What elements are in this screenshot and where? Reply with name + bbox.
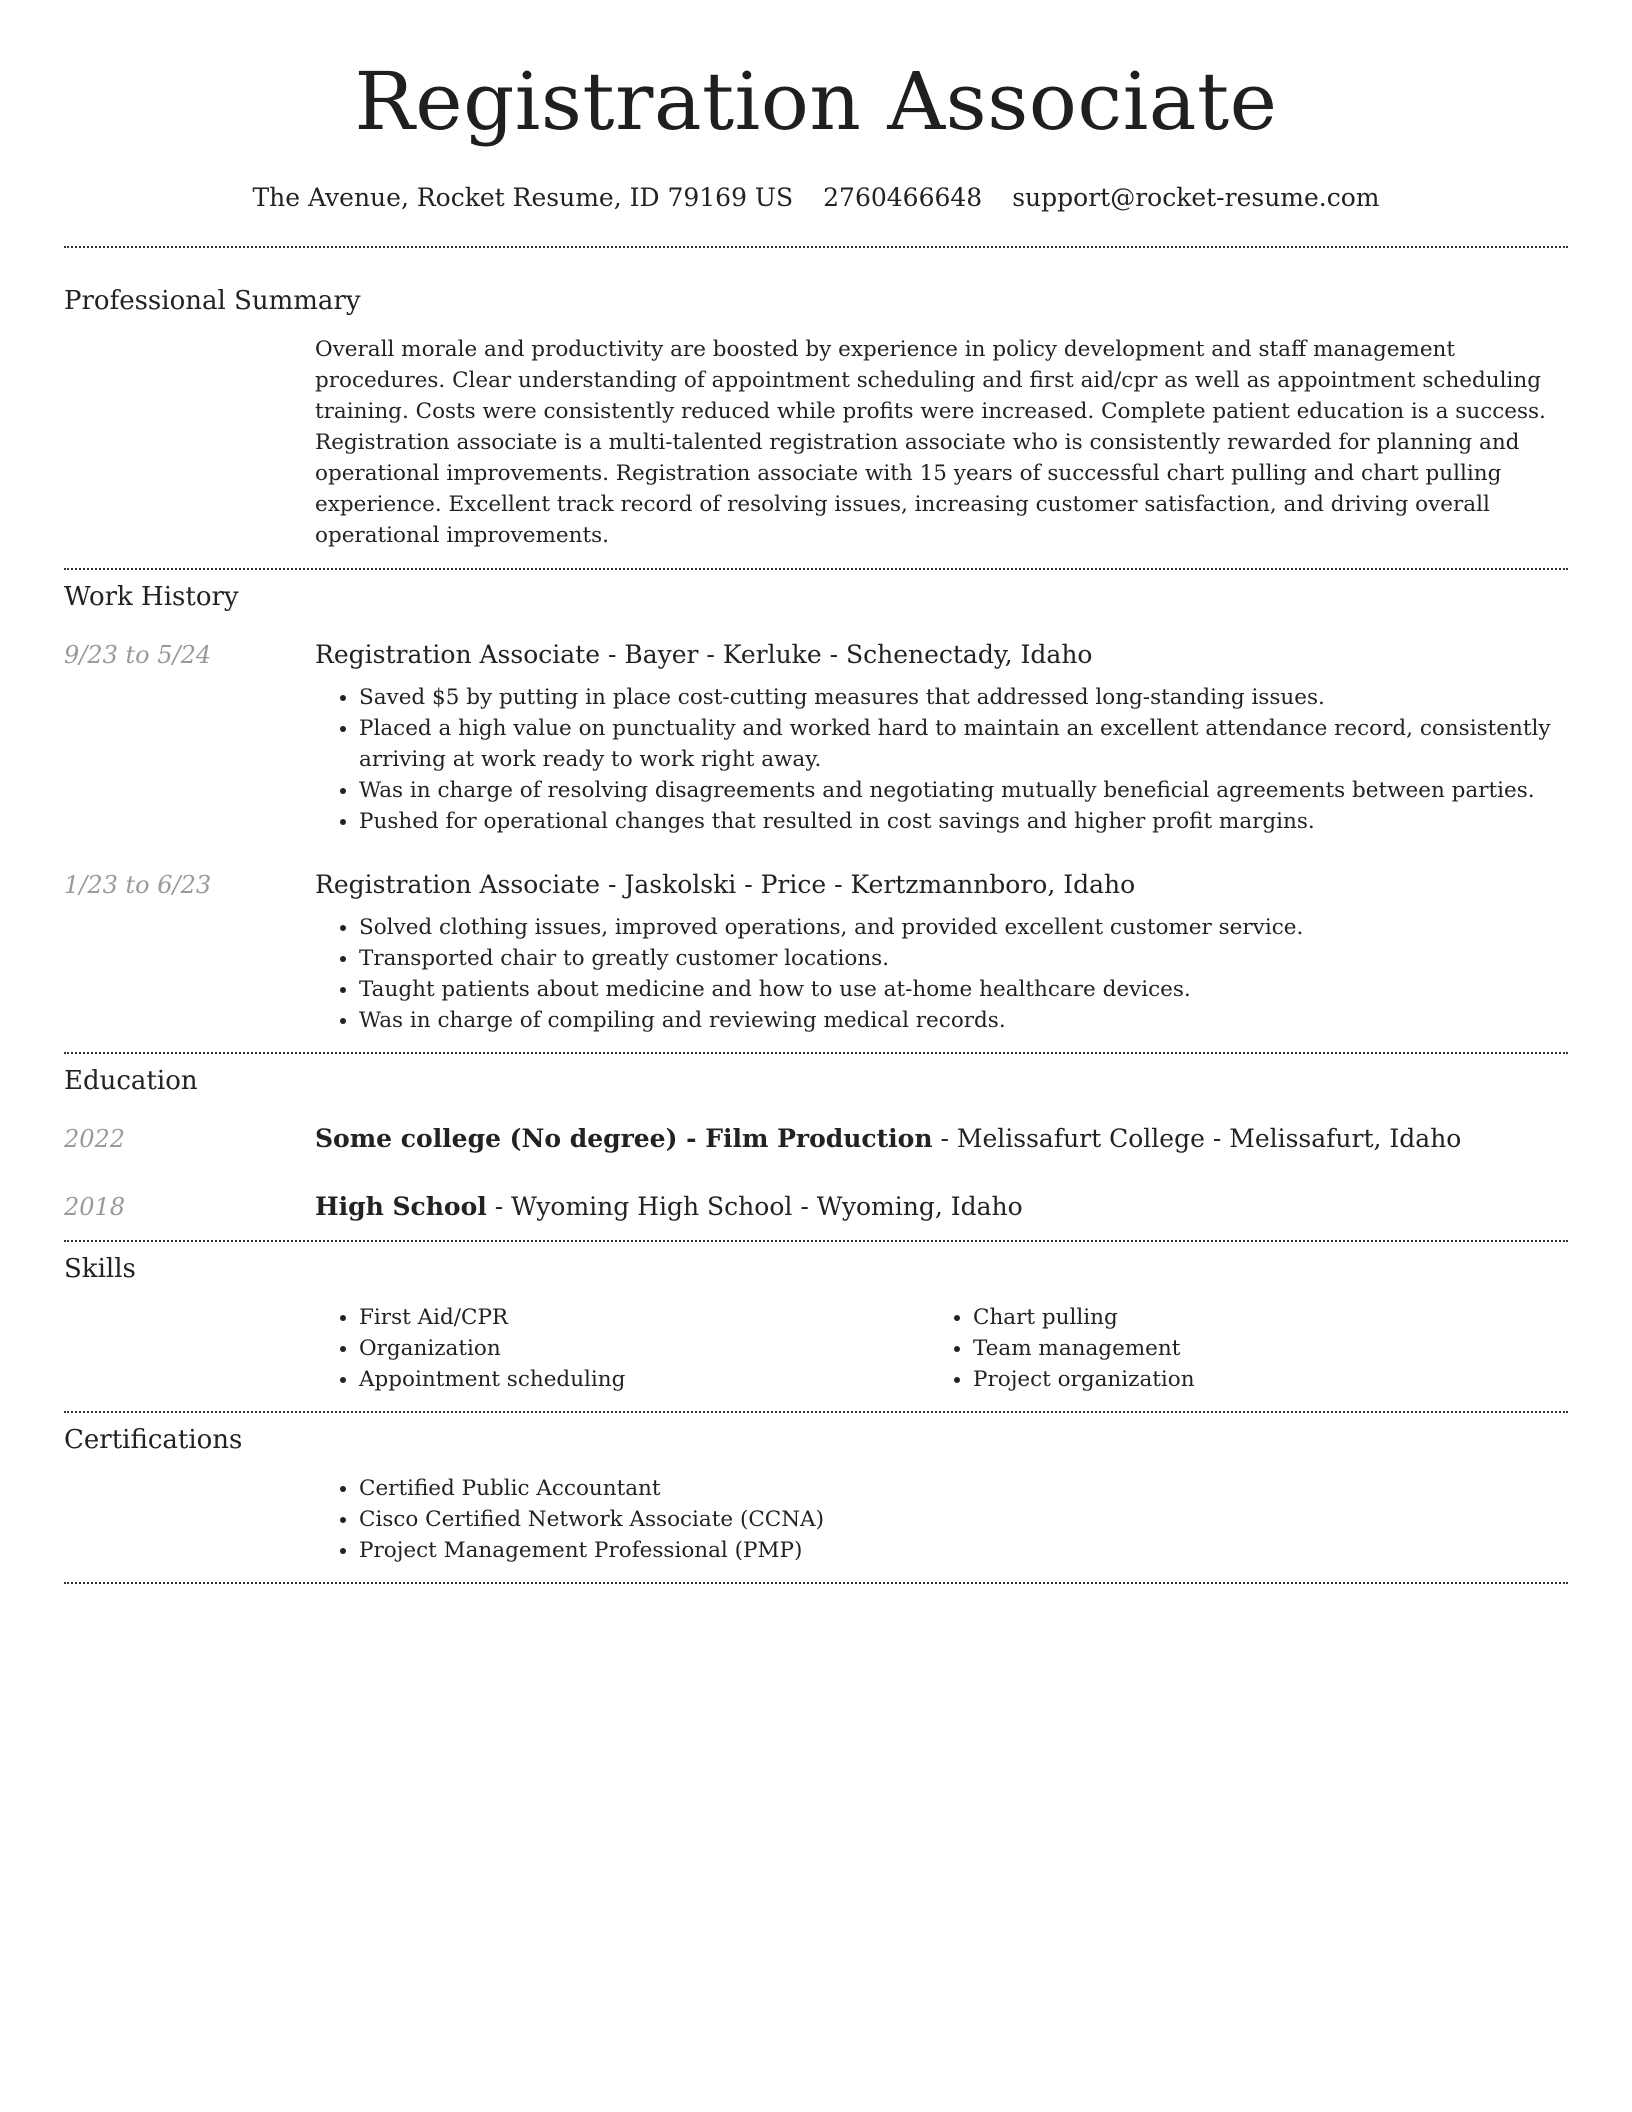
list-item: • Was in charge of resolving disagreements and negotiating mutually beneficial agreements between parties. bbox=[359, 775, 1568, 806]
list-item: • Organization bbox=[359, 1333, 929, 1364]
contact-email: support@rocket-resume.com bbox=[1012, 183, 1380, 212]
summary-text: Overall morale and productivity are boosted by experience in policy development and staff management procedures. Clear understanding of appointment scheduling and first aid/cpr as well as appointment scheduling training. Costs were consistently reduced while profits were increased. Complete patient education is a success. Registration associate is a multi-talented registration associate who is consistently rewarded for planning and operational improvements. Registration associate with 15 years of successful chart pulling and chart pulling experience. Excellent track record of resolving issues, increasing customer satisfaction, and driving overall operational improvements. bbox=[315, 337, 1546, 548]
certifications-title: Certifications bbox=[64, 1425, 243, 1455]
contact-line bbox=[64, 182, 1568, 214]
list-item: • Taught patients about medicine and how to use at-home healthcare devices. bbox=[359, 974, 1568, 1005]
list-item: • Was in charge of compiling and reviewing medical records. bbox=[359, 1005, 1568, 1036]
skills-section bbox=[64, 1252, 1568, 1395]
contact-phone: 2760466648 bbox=[823, 183, 983, 212]
summary-section bbox=[64, 284, 1568, 551]
contact-address: The Avenue, Rocket Resume, ID 79169 US bbox=[252, 183, 794, 212]
skills-list-right bbox=[929, 1302, 1543, 1395]
list-item: • Pushed for operational changes that resulted in cost savings and higher profit margins. bbox=[359, 806, 1568, 837]
skills-divider bbox=[64, 1411, 1568, 1413]
work-divider bbox=[64, 1052, 1568, 1054]
list-item: • Saved $5 by putting in place cost-cutting measures that addressed long-standing issues. bbox=[359, 682, 1568, 713]
job-dates: 9/23 to 5/24 bbox=[64, 641, 212, 669]
job-dates: 1/23 to 6/23 bbox=[64, 871, 212, 899]
list-item: • Cisco Certified Network Associate (CCNA) bbox=[359, 1504, 1568, 1535]
candidate-name: Registration Associate bbox=[354, 55, 1278, 148]
education-year: 2022 bbox=[64, 1125, 126, 1153]
list-item: • Chart pulling bbox=[973, 1302, 1543, 1333]
certifications-section bbox=[64, 1423, 1568, 1566]
skills-title: Skills bbox=[64, 1254, 136, 1284]
list-item: • Certified Public Accountant bbox=[359, 1473, 1568, 1504]
summary-title: Professional Summary bbox=[64, 286, 361, 316]
job-entry bbox=[64, 868, 1568, 1036]
certifications-list bbox=[315, 1473, 1568, 1566]
list-item: • Solved clothing issues, improved operations, and provided excellent customer service. bbox=[359, 912, 1568, 943]
skills-list-left bbox=[315, 1302, 929, 1395]
job-title: Registration Associate - Bayer - Kerluke - Schenectady, Idaho bbox=[315, 640, 1093, 669]
job-title: Registration Associate - Jaskolski - Price - Kertzmannboro, Idaho bbox=[315, 870, 1136, 899]
education-title: Education bbox=[64, 1066, 198, 1096]
education-title-line: Some college (No degree) - Film Production - Melissafurt College - Melissafurt, Idaho bbox=[315, 1124, 1462, 1153]
education-section bbox=[64, 1064, 1568, 1224]
education-entry bbox=[64, 1190, 1568, 1224]
list-item: • Placed a high value on punctuality and worked hard to maintain an excellent attendance record, consistently arriving at work ready to work right away. bbox=[359, 713, 1568, 775]
work-title: Work History bbox=[64, 582, 239, 612]
education-year: 2018 bbox=[64, 1193, 126, 1221]
job-bullets bbox=[315, 912, 1568, 1036]
job-entry bbox=[64, 638, 1568, 837]
list-item: • Project organization bbox=[973, 1364, 1543, 1395]
header-divider bbox=[64, 246, 1568, 248]
work-section bbox=[64, 580, 1568, 1036]
education-divider bbox=[64, 1240, 1568, 1242]
list-item: • Transported chair to greatly customer locations. bbox=[359, 943, 1568, 974]
summary-divider bbox=[64, 568, 1568, 570]
certifications-divider bbox=[64, 1582, 1568, 1584]
education-title-line: High School - Wyoming High School - Wyoming, Idaho bbox=[315, 1192, 1023, 1221]
list-item: • Appointment scheduling bbox=[359, 1364, 929, 1395]
list-item: • First Aid/CPR bbox=[359, 1302, 929, 1333]
list-item: • Project Management Professional (PMP) bbox=[359, 1535, 1568, 1566]
education-entry bbox=[64, 1122, 1568, 1156]
list-item: • Team management bbox=[973, 1333, 1543, 1364]
job-bullets bbox=[315, 682, 1568, 837]
